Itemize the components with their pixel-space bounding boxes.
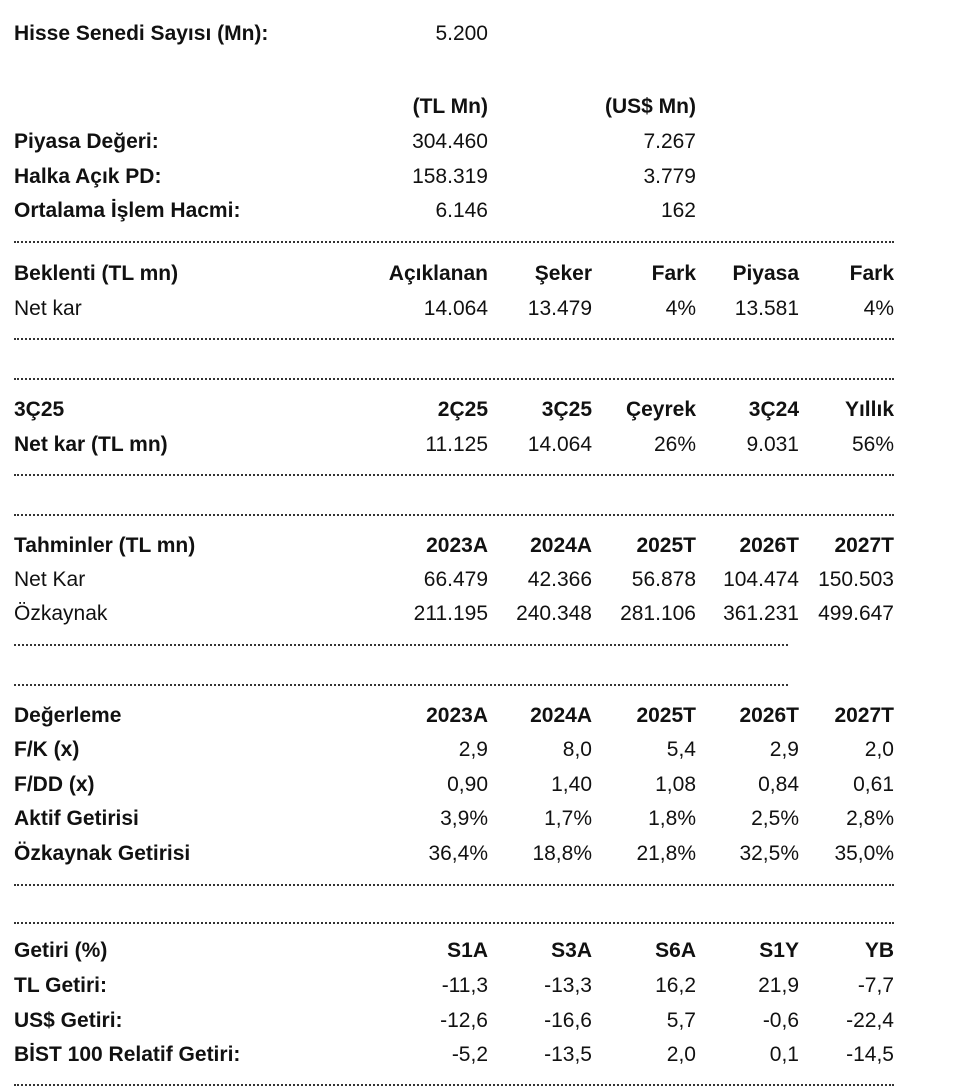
returns-cell: -7,7 xyxy=(857,974,894,997)
returns-cell: -0,6 xyxy=(762,1009,799,1032)
valuation-cell: 36,4% xyxy=(428,842,488,865)
valuation-cell: 0,61 xyxy=(853,773,894,796)
returns-row-label: BİST 100 Relatif Getiri: xyxy=(14,1043,241,1066)
forecasts-col-header: 2026T xyxy=(739,534,799,557)
quarter-row xyxy=(14,427,894,463)
shares-row xyxy=(14,16,894,52)
quarter-row-label: Net kar (TL mn) xyxy=(14,433,168,456)
forecasts-col-header: 2024A xyxy=(530,534,592,557)
valuation-cell: 1,7% xyxy=(544,807,592,830)
market-row-tl: 304.460 xyxy=(412,130,488,153)
valuation-row-label: Aktif Getirisi xyxy=(14,807,139,830)
valuation-cell: 35,0% xyxy=(834,842,894,865)
expectation-header-row xyxy=(14,256,894,292)
quarter-col-header: 2Ç25 xyxy=(437,398,488,421)
valuation-cell: 18,8% xyxy=(532,842,592,865)
divider xyxy=(14,1084,894,1086)
returns-header-row xyxy=(14,933,894,969)
valuation-row xyxy=(14,767,894,803)
returns-col-header: YB xyxy=(864,939,894,962)
divider xyxy=(14,378,894,380)
expectation-cell: 4% xyxy=(863,297,894,320)
valuation-cell: 3,9% xyxy=(440,807,488,830)
valuation-cell: 5,4 xyxy=(666,738,696,761)
market-row-tl: 158.319 xyxy=(412,165,488,188)
valuation-col-header: 2027T xyxy=(834,704,894,727)
market-row-label: Piyasa Değeri: xyxy=(14,130,159,153)
returns-cell: -5,2 xyxy=(451,1043,488,1066)
forecasts-title: Tahminler (TL mn) xyxy=(14,534,196,557)
returns-row-label: US$ Getiri: xyxy=(14,1009,123,1032)
forecasts-cell: 499.647 xyxy=(818,602,894,625)
expectation-row-label: Net kar xyxy=(14,297,82,320)
shares-value: 5.200 xyxy=(435,22,488,45)
valuation-row xyxy=(14,801,894,837)
divider xyxy=(14,644,788,646)
market-row-label: Ortalama İşlem Hacmi: xyxy=(14,199,241,222)
market-row xyxy=(14,193,894,229)
returns-title: Getiri (%) xyxy=(14,939,108,962)
returns-row xyxy=(14,1003,894,1039)
returns-col-header: S6A xyxy=(655,939,696,962)
valuation-cell: 8,0 xyxy=(562,738,592,761)
forecasts-cell: 361.231 xyxy=(723,602,799,625)
forecasts-row xyxy=(14,596,894,632)
valuation-cell: 2,0 xyxy=(864,738,894,761)
market-col-usd: (US$ Mn) xyxy=(605,95,696,118)
forecasts-cell: 240.348 xyxy=(516,602,592,625)
forecasts-cell: 42.366 xyxy=(527,568,592,591)
quarter-col-header: 3Ç25 xyxy=(541,398,592,421)
forecasts-row-label: Net Kar xyxy=(14,568,86,591)
returns-row xyxy=(14,968,894,1004)
expectation-cell: 4% xyxy=(665,297,696,320)
quarter-col-header: Çeyrek xyxy=(625,398,696,421)
returns-col-header: S1Y xyxy=(759,939,799,962)
forecasts-row xyxy=(14,562,894,598)
quarter-cell: 26% xyxy=(653,433,696,456)
expectation-cell: 13.581 xyxy=(734,297,799,320)
expectation-cell: 13.479 xyxy=(527,297,592,320)
market-row-usd: 3.779 xyxy=(643,165,696,188)
valuation-col-header: 2026T xyxy=(739,704,799,727)
divider xyxy=(14,241,894,243)
market-row-label: Halka Açık PD: xyxy=(14,165,162,188)
returns-cell: 5,7 xyxy=(666,1009,696,1032)
quarter-col-header: Yıllık xyxy=(844,398,894,421)
divider xyxy=(14,884,894,886)
valuation-row-label: Özkaynak Getirisi xyxy=(14,842,191,865)
forecasts-col-header: 2023A xyxy=(426,534,488,557)
valuation-cell: 2,5% xyxy=(751,807,799,830)
valuation-title: Değerleme xyxy=(14,704,122,727)
forecasts-col-header: 2025T xyxy=(636,534,696,557)
valuation-cell: 21,8% xyxy=(636,842,696,865)
forecasts-cell: 150.503 xyxy=(818,568,894,591)
valuation-header-row xyxy=(14,698,894,734)
valuation-cell: 2,9 xyxy=(458,738,488,761)
returns-cell: -12,6 xyxy=(440,1009,488,1032)
divider xyxy=(14,474,894,476)
forecasts-col-header: 2027T xyxy=(834,534,894,557)
forecasts-cell: 211.195 xyxy=(413,602,488,625)
expectation-col-header: Açıklanan xyxy=(388,262,488,285)
forecasts-cell: 56.878 xyxy=(631,568,696,591)
divider xyxy=(14,684,788,686)
valuation-cell: 2,9 xyxy=(769,738,799,761)
returns-cell: 21,9 xyxy=(758,974,799,997)
returns-row xyxy=(14,1037,894,1073)
forecasts-cell: 104.474 xyxy=(723,568,799,591)
expectation-cell: 14.064 xyxy=(423,297,488,320)
quarter-header-row xyxy=(14,392,894,428)
returns-cell: -16,6 xyxy=(544,1009,592,1032)
returns-row-label: TL Getiri: xyxy=(14,974,107,997)
returns-cell: 16,2 xyxy=(655,974,696,997)
quarter-title: 3Ç25 xyxy=(14,398,65,421)
expectation-col-header: Şeker xyxy=(534,262,592,285)
quarter-cell: 9.031 xyxy=(746,433,799,456)
market-row-usd: 7.267 xyxy=(643,130,696,153)
quarter-cell: 14.064 xyxy=(527,433,592,456)
returns-cell: -22,4 xyxy=(846,1009,894,1032)
expectation-col-header: Fark xyxy=(651,262,696,285)
forecasts-cell: 66.479 xyxy=(423,568,488,591)
returns-cell: 0,1 xyxy=(769,1043,799,1066)
expectation-row xyxy=(14,291,894,327)
quarter-cell: 11.125 xyxy=(425,433,488,456)
valuation-cell: 0,90 xyxy=(447,773,488,796)
valuation-cell: 1,08 xyxy=(655,773,696,796)
valuation-col-header: 2023A xyxy=(426,704,488,727)
divider xyxy=(14,514,894,516)
market-col-tl: (TL Mn) xyxy=(412,95,488,118)
expectation-col-header: Fark xyxy=(849,262,894,285)
expectation-title: Beklenti (TL mn) xyxy=(14,262,179,285)
divider xyxy=(14,338,894,340)
forecasts-header-row xyxy=(14,528,894,564)
returns-cell: -11,3 xyxy=(441,974,488,997)
returns-col-header: S1A xyxy=(447,939,488,962)
market-row-usd: 162 xyxy=(660,199,696,222)
forecasts-row-label: Özkaynak xyxy=(14,602,108,625)
valuation-row-label: F/K (x) xyxy=(14,738,80,761)
returns-cell: 2,0 xyxy=(666,1043,696,1066)
market-row xyxy=(14,124,894,160)
valuation-row-label: F/DD (x) xyxy=(14,773,95,796)
valuation-cell: 2,8% xyxy=(846,807,894,830)
valuation-cell: 0,84 xyxy=(758,773,799,796)
market-header-row xyxy=(14,89,894,125)
quarter-cell: 56% xyxy=(851,433,894,456)
forecasts-cell: 281.106 xyxy=(620,602,696,625)
valuation-row xyxy=(14,732,894,768)
valuation-col-header: 2025T xyxy=(636,704,696,727)
valuation-cell: 1,8% xyxy=(648,807,696,830)
shares-label: Hisse Senedi Sayısı (Mn): xyxy=(14,22,269,45)
valuation-cell: 1,40 xyxy=(551,773,592,796)
market-row xyxy=(14,159,894,195)
returns-cell: -13,5 xyxy=(544,1043,592,1066)
divider xyxy=(14,922,894,924)
valuation-col-header: 2024A xyxy=(530,704,592,727)
returns-cell: -13,3 xyxy=(544,974,592,997)
valuation-row xyxy=(14,836,894,872)
returns-col-header: S3A xyxy=(551,939,592,962)
quarter-col-header: 3Ç24 xyxy=(748,398,799,421)
market-row-tl: 6.146 xyxy=(435,199,488,222)
expectation-col-header: Piyasa xyxy=(732,262,799,285)
valuation-cell: 32,5% xyxy=(739,842,799,865)
returns-cell: -14,5 xyxy=(846,1043,894,1066)
